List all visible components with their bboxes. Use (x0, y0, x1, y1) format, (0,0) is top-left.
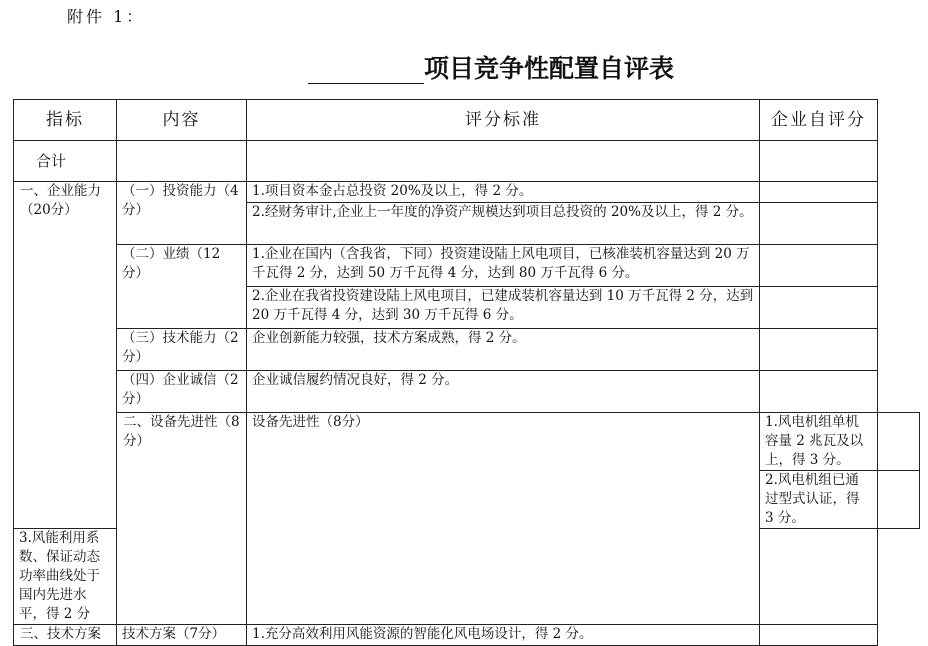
table-row (14, 371, 920, 413)
content-cell: （一）投资能力（4分） (117, 182, 247, 245)
content-cell: （四）企业诚信（2分） (117, 371, 247, 413)
criteria-cell: 1.项目资本金占总投资 20%及以上，得 2 分。 (247, 182, 760, 203)
score-input-cell[interactable] (760, 625, 878, 646)
criteria-cell: 3.风能利用系数、保证动态功率曲线处于国内先进水平，得 2 分 (14, 529, 117, 625)
criteria-cell: 企业创新能力较强，技术方案成熟，得 2 分。 (247, 329, 760, 371)
score-input-cell[interactable] (760, 371, 878, 413)
criteria-cell: 2.风电机组已通过型式认证，得 3 分。 (760, 471, 878, 529)
total-label: 合计 (14, 141, 117, 182)
score-input-cell[interactable] (760, 329, 878, 371)
criteria-cell: 企业诚信履约情况良好，得 2 分。 (247, 371, 760, 413)
column-header: 企业自评分 (760, 100, 878, 141)
criteria-cell: 1.充分高效利用风能资源的智能化风电场设计，得 2 分。 (247, 625, 760, 646)
indicator-cell: 三、技术方案 (14, 625, 117, 646)
content-cell: （二）业绩（12 分） (117, 245, 247, 329)
table-cell (247, 141, 760, 182)
criteria-cell: 1.风电机组单机容量 2 兆瓦及以上，得 3 分。 (760, 413, 878, 471)
content-cell: 设备先进性（8分） (247, 413, 760, 625)
score-input-cell[interactable] (760, 245, 878, 287)
score-input-cell[interactable] (760, 182, 878, 203)
title-row (308, 48, 674, 84)
content-cell: 技术方案（7分） (117, 625, 247, 646)
table-row (14, 245, 920, 287)
table-row (14, 413, 920, 471)
attachment-label: 附件 1： (67, 7, 146, 26)
table-row (14, 182, 920, 203)
indicator-cell: 一、企业能力（20分） (14, 182, 117, 529)
table-cell (117, 141, 247, 182)
column-header: 指标 (14, 100, 117, 141)
score-input-cell[interactable] (760, 287, 878, 329)
score-input-cell[interactable] (760, 529, 878, 625)
table-row (14, 329, 920, 371)
criteria-cell: 1.企业在国内（含我省，下同）投资建设陆上风电项目，已核准装机容量达到 20 万千瓦得 2 分，达到 50 万千瓦得 4 分，达到 80 万千瓦得 6 分。 (247, 245, 760, 287)
content-cell: （三）技术能力（2分） (117, 329, 247, 371)
title-blank-line (308, 52, 424, 84)
page-title: 项目竞争性配置自评表 (424, 54, 675, 83)
criteria-cell: 2.经财务审计,企业上一年度的净资产规模达到项目总投资的 20%及以上，得 2 分。 (247, 203, 760, 245)
score-input-cell[interactable] (878, 471, 920, 529)
score-input-cell[interactable] (760, 203, 878, 245)
total-row (14, 141, 920, 182)
score-input-cell[interactable] (878, 413, 920, 471)
self-evaluation-table (13, 99, 920, 646)
indicator-cell: 二、设备先进性（8 分） (117, 413, 247, 625)
column-header: 评分标准 (247, 100, 760, 141)
criteria-cell: 2.企业在我省投资建设陆上风电项目，已建成装机容量达到 10 万千瓦得 2 分，达到 20 万千瓦得 4 分，达到 30 万千瓦得 6 分。 (247, 287, 760, 329)
score-input-cell[interactable] (760, 141, 878, 182)
table-header-row (14, 100, 920, 141)
column-header: 内容 (117, 100, 247, 141)
table-row (14, 625, 920, 646)
